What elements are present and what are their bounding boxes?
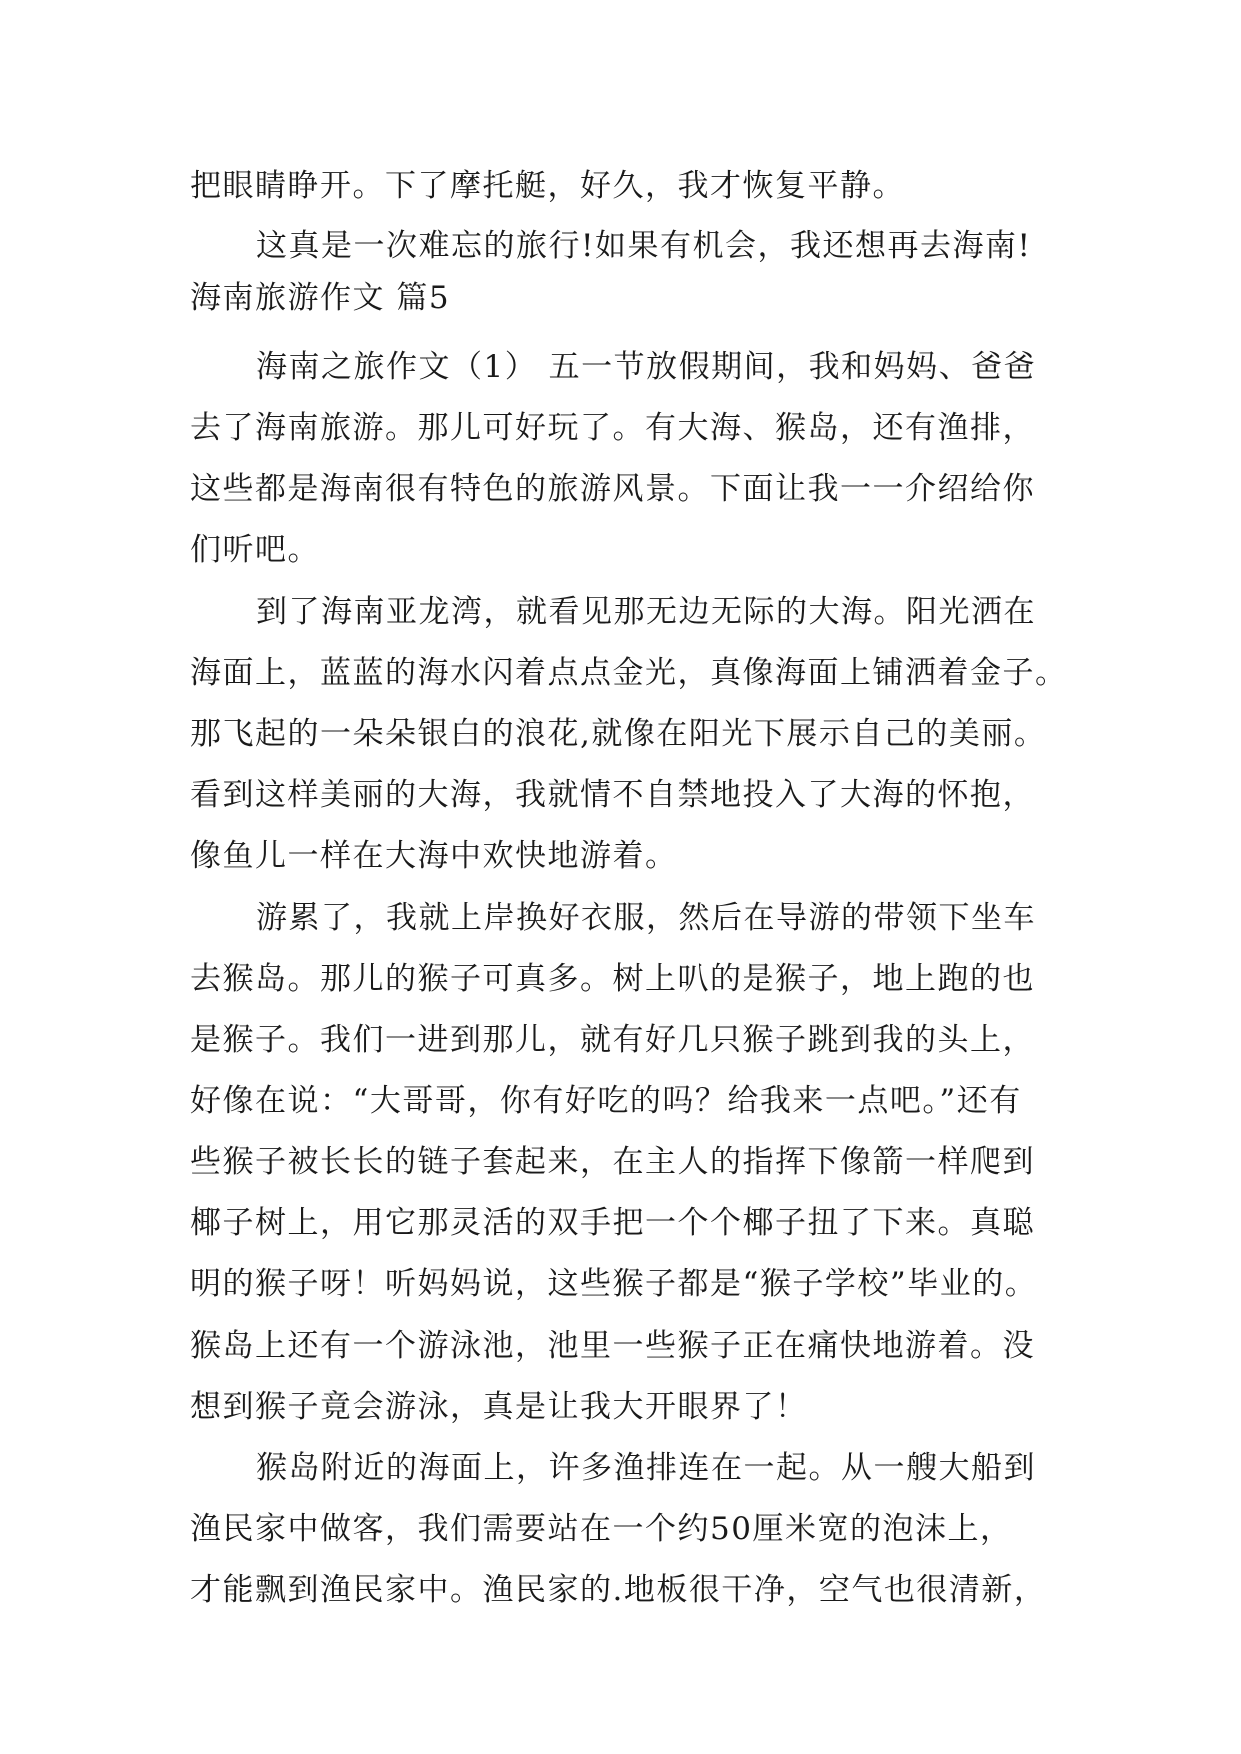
- text-line: 们听吧。: [190, 532, 320, 568]
- text-line: 这真是一次难忘的旅行!如果有机会，我还想再去海南!: [256, 228, 1032, 264]
- text-line: 明的猴子呀！听妈妈说，这些猴子都是“猴子学校”毕业的。: [190, 1266, 1038, 1302]
- text-line: 想到猴子竟会游泳，真是让我大开眼界了！: [190, 1389, 808, 1425]
- text-line: 看到这样美丽的大海，我就情不自禁地投入了大海的怀抱，: [190, 777, 1035, 813]
- text-line: 到了海南亚龙湾，就看见那无边无际的大海。阳光洒在: [256, 594, 1036, 630]
- text-line: 椰子树上，用它那灵活的双手把一个个椰子扭了下来。真聪: [190, 1205, 1035, 1241]
- text-line: 渔民家中做客，我们需要站在一个约50厘米宽的泡沫上，: [190, 1511, 1013, 1547]
- text-line: 才能飘到渔民家中。渔民家的.地板很干净，空气也很清新，: [190, 1572, 1047, 1608]
- text-line: 好像在说：“大哥哥，你有好吃的吗？给我来一点吧。”还有: [190, 1083, 1022, 1119]
- text-line: 猴岛附近的海面上，许多渔排连在一起。从一艘大船到: [256, 1450, 1036, 1486]
- text-line: 去猴岛。那儿的猴子可真多。树上叭的是猴子，地上跑的也: [190, 961, 1035, 997]
- text-line: 海面上，蓝蓝的海水闪着点点金光，真像海面上铺洒着金子。: [190, 655, 1068, 691]
- text-line: 猴岛上还有一个游泳池，池里一些猴子正在痛快地游着。没: [190, 1328, 1035, 1364]
- text-line: 是猴子。我们一进到那儿，就有好几只猴子跳到我的头上，: [190, 1022, 1035, 1058]
- text-line: 海南之旅作文（1） 五一节放假期间，我和妈妈、爸爸: [256, 349, 1037, 385]
- text-line: 这些都是海南很有特色的旅游风景。下面让我一一介绍给你: [190, 471, 1035, 507]
- text-line: 游累了，我就上岸换好衣服，然后在导游的带领下坐车: [256, 900, 1036, 936]
- section-heading: 海南旅游作文 篇5: [190, 280, 451, 316]
- text-line: 像鱼儿一样在大海中欢快地游着。: [190, 838, 678, 874]
- text-line: 把眼睛睁开。下了摩托艇，好久，我才恢复平静。: [190, 168, 905, 204]
- text-line: 去了海南旅游。那儿可好玩了。有大海、猴岛，还有渔排，: [190, 410, 1035, 446]
- text-line: 些猴子被长长的链子套起来，在主人的指挥下像箭一样爬到: [190, 1144, 1035, 1180]
- text-line: 那飞起的一朵朵银白的浪花,就像在阳光下展示自己的美丽。: [190, 716, 1047, 752]
